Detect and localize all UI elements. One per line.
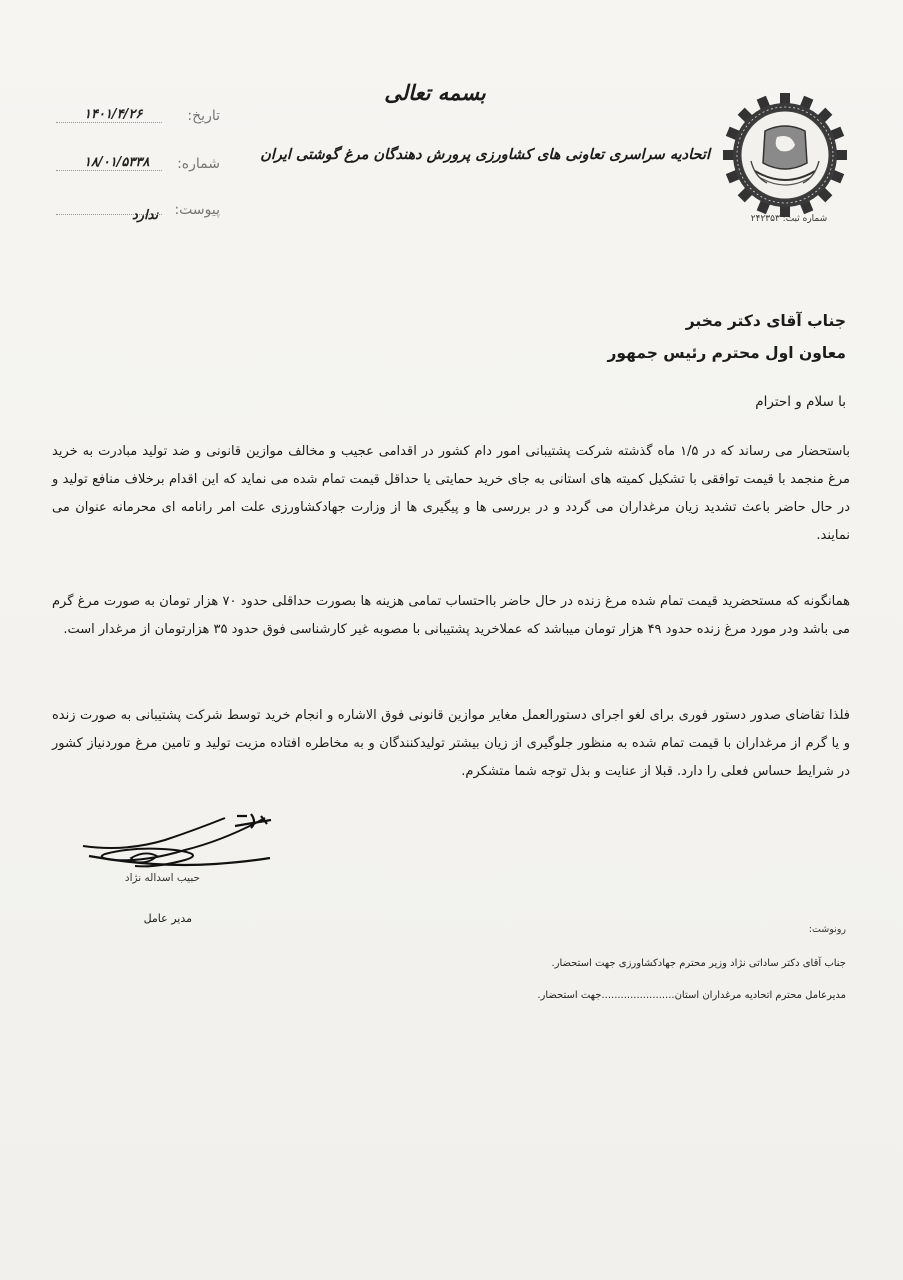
number-field [40,156,220,180]
attachment-label: پیوست: [174,202,220,218]
body-paragraph-3: فلذا تقاضای صدور دستور فوری برای لغو اجرای دستورالعمل مغایر موازین قانونی فوق الاشاره و انجام خرید توسط شرکت پشتیبانی به صورت زنده و یا گرم از مرغداران با قیمت تمام شده به منظور جلوگیری از زیان بیشتر تولیدکنندگان و به مخاطره افتاده مزیت تولید و تامین مرغ موردنیاز کشور در شرایط حساس فعلی را دارد. قبلا از عنایت و بذل توجه شما متشکرم. [52,708,850,779]
attachment-field [40,202,220,226]
body-paragraph-2: همانگونه که مستحضرید قیمت تمام شده مرغ زنده در حال حاضر بااحتساب تمامی هزینه ها بصورت حداقلی حدود ۷۰ هزار تومان به صورت مرغ گرم می باشد ودر مورد مرغ زنده حدود ۴۹ هزار تومان میباشد که عملاخرید پشتیبانی با مصوبه غیر کارشناسی فوق حدود ۳۵ هزارتومان از مرغدار است. [52,594,850,637]
date-dotted-line [56,122,162,123]
cc-label: رونوشت: [808,924,846,935]
body-paragraph-1: باستحضار می رساند که در ۱/۵ ماه گذشته شرکت پشتیبانی امور دام کشور در اقدامی عجیب و مخالف موازین قانونی و ضد تولید مبادرت به خرید مرغ منجمد با قیمت توافقی با تشکیل کمیته های استانی به جای خرید حمایتی یا حداقل قیمت تمام شده می نماید که این اقدام برخلاف منافع تولید و در حال حاضر باعث تشدید زیان مرغداران می گردد و در بررسی ها و پیگیری ها از وزارت جهادکشاورزی علت امر رانامه ای محرمانه عنوان می نمایند. [52,444,850,543]
number-value: ۱۸/۰۱/۵۳۳۸ [84,155,150,170]
date-label: تاریخ: [187,108,220,124]
union-logo-icon [720,90,850,220]
organization-name: اتحادیه سراسری تعاونی های کشاورزی پرورش دهندگان مرغ گوشتی ایران [260,146,710,163]
cc-line-1: جناب آقای دکتر ساداتی نژاد وزیر محترم جهادکشاورزی جهت استحضار. [551,958,846,969]
signer-title: مدیر عامل [143,912,192,925]
date-value: ۱۴۰۱/۴/۲۶ [84,107,143,122]
bismillah-heading: بسمه تعالی [384,80,486,105]
number-dotted-line [56,170,162,171]
registration-number: شماره ثبت: ۲۴۲۳۵۳ [750,214,828,224]
cc-line-2: مدیرعامل محترم اتحادیه مرغداران استان.......................جهت استحضار. [537,990,846,1001]
signer-name: حبیب اسداله نژاد [124,872,200,884]
recipient-name: جناب آقای دکتر مخبر [685,312,846,330]
date-field [40,108,220,132]
attachment-value: ندارد [132,208,159,223]
number-label: شماره: [177,156,220,172]
greeting: با سلام و احترام [755,394,846,410]
recipient-title: معاون اول محترم رئیس جمهور [607,344,846,362]
